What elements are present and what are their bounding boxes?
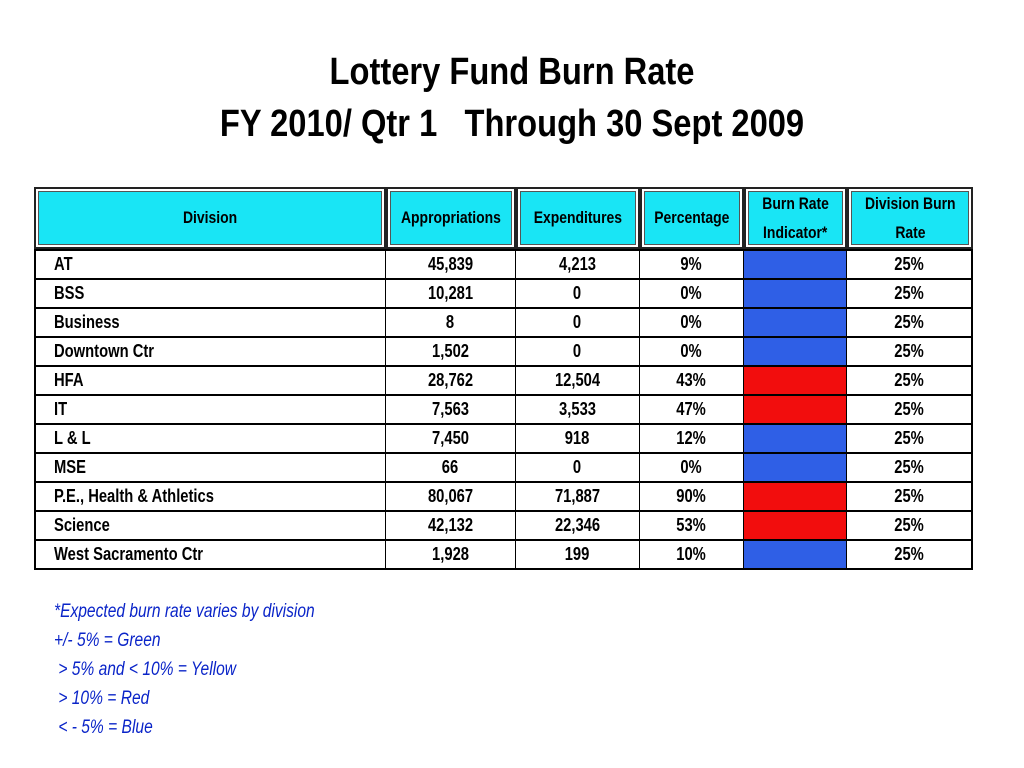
- header-division: Division: [34, 187, 386, 249]
- cell-division-burn-rate: 25%: [847, 309, 973, 338]
- indicator-swatch-blue: [744, 425, 846, 452]
- cell-percentage: 10%: [640, 541, 744, 570]
- table-row: [34, 396, 973, 425]
- cell-burn-rate-indicator: [744, 309, 847, 338]
- cell-expenditures: 12,504: [516, 367, 640, 396]
- cell-appropriations: 80,067: [386, 483, 516, 512]
- cell-division: MSE: [34, 454, 386, 483]
- burn-rate-legend-notes: [54, 597, 315, 742]
- cell-division-burn-rate: 25%: [847, 280, 973, 309]
- indicator-swatch-blue: [744, 541, 846, 568]
- cell-expenditures: 3,533: [516, 396, 640, 425]
- cell-appropriations: 8: [386, 309, 516, 338]
- cell-burn-rate-indicator: [744, 483, 847, 512]
- cell-burn-rate-indicator: [744, 396, 847, 425]
- cell-appropriations: 1,502: [386, 338, 516, 367]
- cell-division: West Sacramento Ctr: [34, 541, 386, 570]
- cell-expenditures: 0: [516, 280, 640, 309]
- table-row: [34, 367, 973, 396]
- cell-division: AT: [34, 249, 386, 280]
- table-row: [34, 280, 973, 309]
- header-burn-rate-indicator: Burn Rate Indicator*: [744, 187, 847, 249]
- indicator-swatch-blue: [744, 280, 846, 307]
- title-line-1: Lottery Fund Burn Rate: [329, 51, 695, 93]
- table-header-row: [34, 187, 973, 249]
- note-line-5: < - 5% = Blue: [54, 717, 153, 738]
- cell-percentage: 0%: [640, 338, 744, 367]
- cell-division: IT: [34, 396, 386, 425]
- cell-burn-rate-indicator: [744, 280, 847, 309]
- cell-appropriations: 28,762: [386, 367, 516, 396]
- indicator-swatch-red: [744, 396, 846, 423]
- header-appropriations: Appropriations: [386, 187, 516, 249]
- cell-percentage: 43%: [640, 367, 744, 396]
- indicator-swatch-red: [744, 367, 846, 394]
- cell-appropriations: 1,928: [386, 541, 516, 570]
- note-line-4: > 10% = Red: [54, 688, 150, 709]
- cell-expenditures: 199: [516, 541, 640, 570]
- indicator-swatch-blue: [744, 309, 846, 336]
- note-line-3: > 5% and < 10% = Yellow: [54, 659, 237, 680]
- cell-appropriations: 66: [386, 454, 516, 483]
- cell-division: Science: [34, 512, 386, 541]
- cell-division-burn-rate: 25%: [847, 454, 973, 483]
- cell-percentage: 90%: [640, 483, 744, 512]
- cell-appropriations: 7,450: [386, 425, 516, 454]
- cell-division-burn-rate: 25%: [847, 338, 973, 367]
- slide-title: [72, 46, 953, 150]
- burn-rate-table: [34, 187, 973, 570]
- cell-expenditures: 918: [516, 425, 640, 454]
- cell-burn-rate-indicator: [744, 367, 847, 396]
- cell-burn-rate-indicator: [744, 249, 847, 280]
- cell-appropriations: 42,132: [386, 512, 516, 541]
- cell-division: HFA: [34, 367, 386, 396]
- cell-expenditures: 4,213: [516, 249, 640, 280]
- cell-division: BSS: [34, 280, 386, 309]
- table-row: [34, 541, 973, 570]
- cell-percentage: 9%: [640, 249, 744, 280]
- cell-burn-rate-indicator: [744, 425, 847, 454]
- cell-appropriations: 45,839: [386, 249, 516, 280]
- indicator-swatch-blue: [744, 251, 846, 278]
- cell-percentage: 53%: [640, 512, 744, 541]
- table-body: [34, 249, 973, 570]
- cell-appropriations: 10,281: [386, 280, 516, 309]
- cell-division-burn-rate: 25%: [847, 541, 973, 570]
- header-division-burn-rate: Division Burn Rate: [847, 187, 973, 249]
- cell-percentage: 0%: [640, 309, 744, 338]
- header-percentage: Percentage: [640, 187, 744, 249]
- cell-expenditures: 0: [516, 338, 640, 367]
- cell-expenditures: 0: [516, 454, 640, 483]
- note-line-2: +/- 5% = Green: [54, 630, 161, 651]
- cell-division-burn-rate: 25%: [847, 483, 973, 512]
- cell-division: L & L: [34, 425, 386, 454]
- cell-percentage: 12%: [640, 425, 744, 454]
- table-row: [34, 425, 973, 454]
- cell-division-burn-rate: 25%: [847, 396, 973, 425]
- table-row: [34, 309, 973, 338]
- cell-expenditures: 71,887: [516, 483, 640, 512]
- cell-division-burn-rate: 25%: [847, 249, 973, 280]
- cell-division: Downtown Ctr: [34, 338, 386, 367]
- indicator-swatch-red: [744, 512, 846, 539]
- cell-percentage: 0%: [640, 454, 744, 483]
- header-expenditures: Expenditures: [516, 187, 640, 249]
- cell-division: Business: [34, 309, 386, 338]
- cell-burn-rate-indicator: [744, 338, 847, 367]
- table-row: [34, 454, 973, 483]
- cell-division: P.E., Health & Athletics: [34, 483, 386, 512]
- cell-burn-rate-indicator: [744, 512, 847, 541]
- title-line-2: FY 2010/ Qtr 1 Through 30 Sept 2009: [219, 103, 805, 145]
- cell-division-burn-rate: 25%: [847, 367, 973, 396]
- table-row: [34, 483, 973, 512]
- indicator-swatch-blue: [744, 454, 846, 481]
- cell-percentage: 0%: [640, 280, 744, 309]
- cell-expenditures: 22,346: [516, 512, 640, 541]
- table-row: [34, 249, 973, 280]
- table-row: [34, 512, 973, 541]
- table-row: [34, 338, 973, 367]
- cell-division-burn-rate: 25%: [847, 425, 973, 454]
- cell-percentage: 47%: [640, 396, 744, 425]
- indicator-swatch-red: [744, 483, 846, 510]
- cell-division-burn-rate: 25%: [847, 512, 973, 541]
- cell-appropriations: 7,563: [386, 396, 516, 425]
- cell-expenditures: 0: [516, 309, 640, 338]
- note-line-1: *Expected burn rate varies by division: [54, 601, 315, 622]
- cell-burn-rate-indicator: [744, 454, 847, 483]
- indicator-swatch-blue: [744, 338, 846, 365]
- cell-burn-rate-indicator: [744, 541, 847, 570]
